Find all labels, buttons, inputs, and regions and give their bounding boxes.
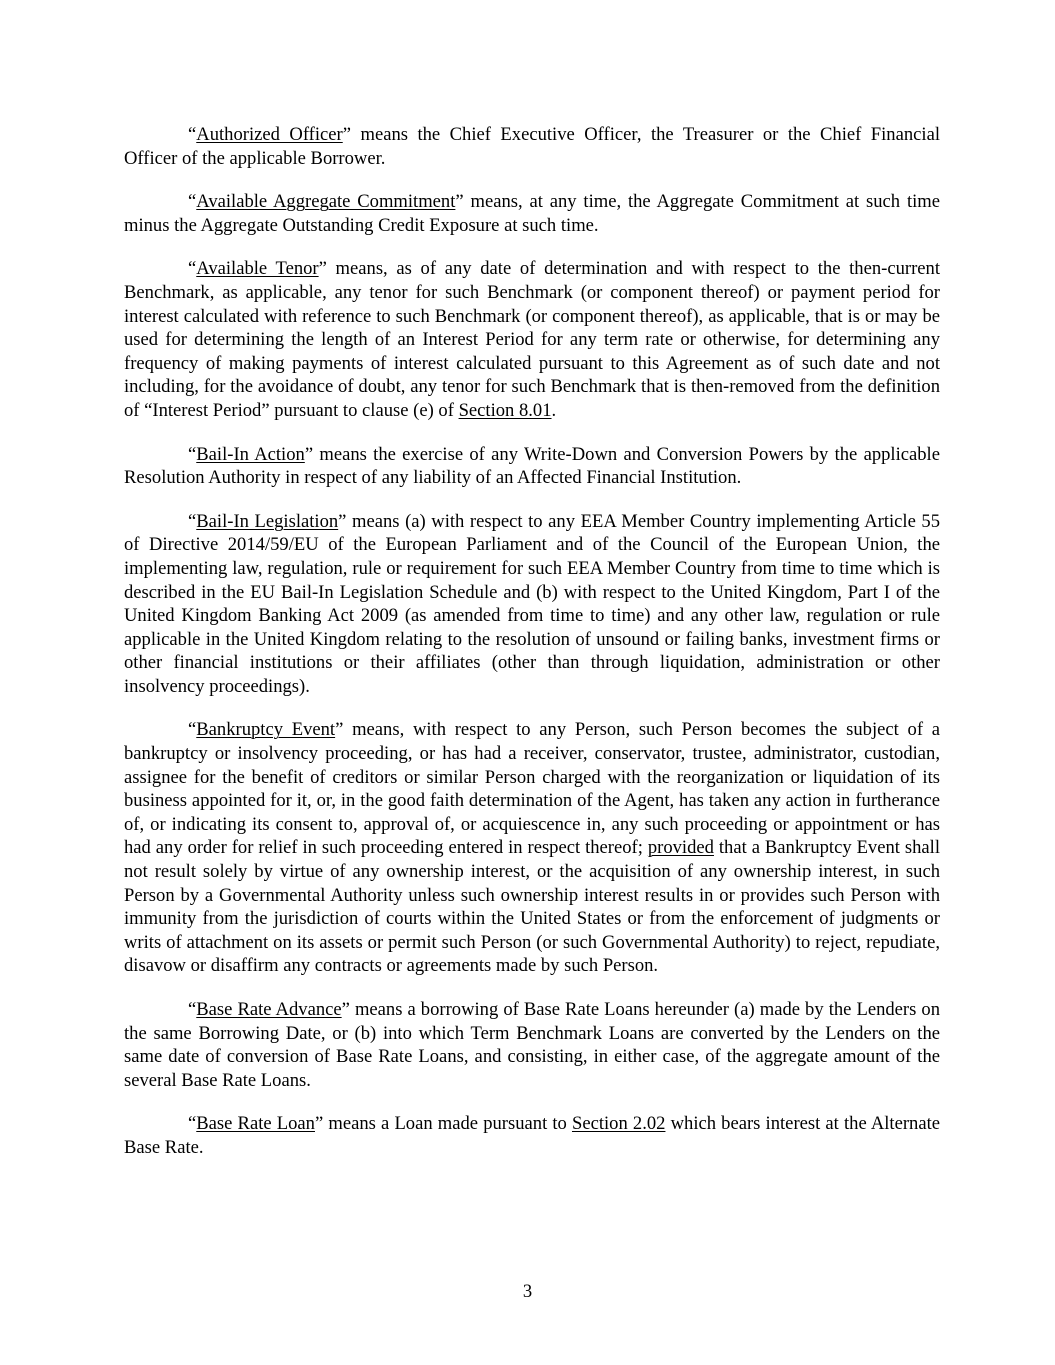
open-quote: “: [188, 258, 197, 280]
close-quote: ”: [341, 999, 350, 1020]
definition-authorized-officer: [124, 123, 940, 170]
close-quote: ”: [335, 719, 344, 741]
defined-term: Available Aggregate Commitment: [196, 191, 456, 213]
definition-text: means, at any time, the Aggregate Commitment at such time minus the Aggregate Outstanding Credit Exposure at such time.: [124, 191, 940, 236]
close-quote: ”: [318, 258, 327, 280]
open-quote: “: [188, 443, 197, 465]
open-quote: “: [188, 719, 197, 741]
page-number: 3: [522, 1281, 533, 1302]
definition-bankruptcy-event: [124, 718, 940, 978]
definition-text: means a Loan made pursuant to: [323, 1113, 572, 1135]
definition-bail-in-legislation: [124, 510, 940, 699]
defined-term: Base Rate Loan: [196, 1113, 315, 1135]
defined-term: Bail-In Action: [196, 443, 305, 465]
open-quote: “: [188, 124, 197, 145]
defined-term: Bankruptcy Event: [196, 719, 336, 741]
definition-available-aggregate-commitment: [124, 190, 940, 237]
definition-tail: that a Bankruptcy Event shall not result solely by virtue of any ownership interest, or the acquisition of any ownership interest, in such Person by a Governmental Authority unless such ownership interest results in or provides such Person with immunity from the jurisdiction of courts within the United States or from the enforcement of judgments or writs of attachment on its assets or permit such Person (or such Governmental Authority) to reject, repudiate, disavow or disaffirm any contracts or agreements made by such Person.: [124, 837, 941, 977]
defined-term: Base Rate Advance: [196, 999, 342, 1020]
definition-text: means, with respect to any Person, such Person becomes the subject of a bankruptcy or insolvency proceeding, or has had a receiver, conservator, trustee, administrator, custodian, assignee for the benefit of creditors or similar Person charged with the reorganization or liquidation of its business appointed for it, or, in the good faith determination of the Agent, has taken any action in furtherance of, or indicating its consent to, approval of, or acquiescence in, any such proceeding or appointment or has had any order for relief in such proceeding entered in respect thereof;: [124, 719, 940, 859]
definition-text: means the exercise of any Write-Down and Conversion Powers by the applicable Resolution Authority in respect of any liability of an Affected Financial Institution.: [124, 443, 940, 489]
defined-term: Bail-In Legislation: [196, 510, 339, 532]
defined-term: Authorized Officer: [196, 124, 343, 145]
section-reference: Section 2.02: [571, 1113, 666, 1135]
open-quote: “: [188, 191, 197, 213]
close-quote: ”: [304, 443, 314, 465]
definition-text: means the Chief Executive Officer, the Treasurer or the Chief Financial Officer of the applicable Borrower.: [124, 124, 940, 169]
section-reference: Section 8.01: [458, 399, 552, 421]
open-quote: “: [188, 1113, 197, 1135]
definition-text: means a borrowing of Base Rate Loans hereunder (a) made by the Lenders on the same Borrowing Date, or (b) into which Term Benchmark Loans are converted by the Lenders on the same date of conversion of Base Rate Loans, and consisting, in either case, of the aggregate amount of the several Base Rate Loans.: [124, 999, 940, 1091]
definition-base-rate-advance: [124, 998, 940, 1092]
definition-bail-in-action: [124, 443, 940, 490]
definition-available-tenor: [124, 257, 940, 422]
definition-text: means, as of any date of determination and with respect to the then-current Benchmark, as applicable, any tenor for such Benchmark (or component thereof) or payment period for interest calculated with reference to such Benchmark (or component thereof), as applicable, that is or may be used for determining the length of an Interest Period for any term rate or otherwise, for determining any frequency of making payments of interest calculated pursuant to this Agreement as of such date and not including, for the avoidance of doubt, any tenor for such Benchmark that is then-removed from the definition of “Interest Period” pursuant to clause (e) of: [124, 258, 940, 421]
definition-base-rate-loan: [124, 1112, 940, 1159]
proviso-term: provided: [647, 837, 714, 859]
definition-text: means (a) with respect to any EEA Member Country implementing Article 55 of Directive 2014/59/EU of the European Parliament and of the Council of the European Union, the implementing law, regulation, rule or requirement for such EEA Member Country from time to time which is described in the EU Bail-In Legislation Schedule and (b) with respect to the United Kingdom, Part I of the United Kingdom Banking Act 2009 (as amended from time to time) and any other law, regulation or rule applicable in the United Kingdom relating to the resolution of unsound or failing banks, investment firms or other financial institutions or their affiliates (other than through liquidation, administration or other insolvency proceedings).: [124, 510, 940, 697]
close-quote: ”: [338, 510, 347, 532]
open-quote: “: [188, 510, 197, 532]
close-quote: ”: [455, 191, 464, 213]
definition-tail: .: [551, 399, 557, 421]
defined-term: Available Tenor: [196, 258, 319, 280]
close-quote: ”: [314, 1113, 324, 1135]
definition-tail: which bears interest at the Alternate Base Rate.: [124, 1113, 940, 1158]
open-quote: “: [188, 999, 197, 1020]
document-page: [124, 123, 940, 1180]
close-quote: ”: [342, 124, 351, 145]
